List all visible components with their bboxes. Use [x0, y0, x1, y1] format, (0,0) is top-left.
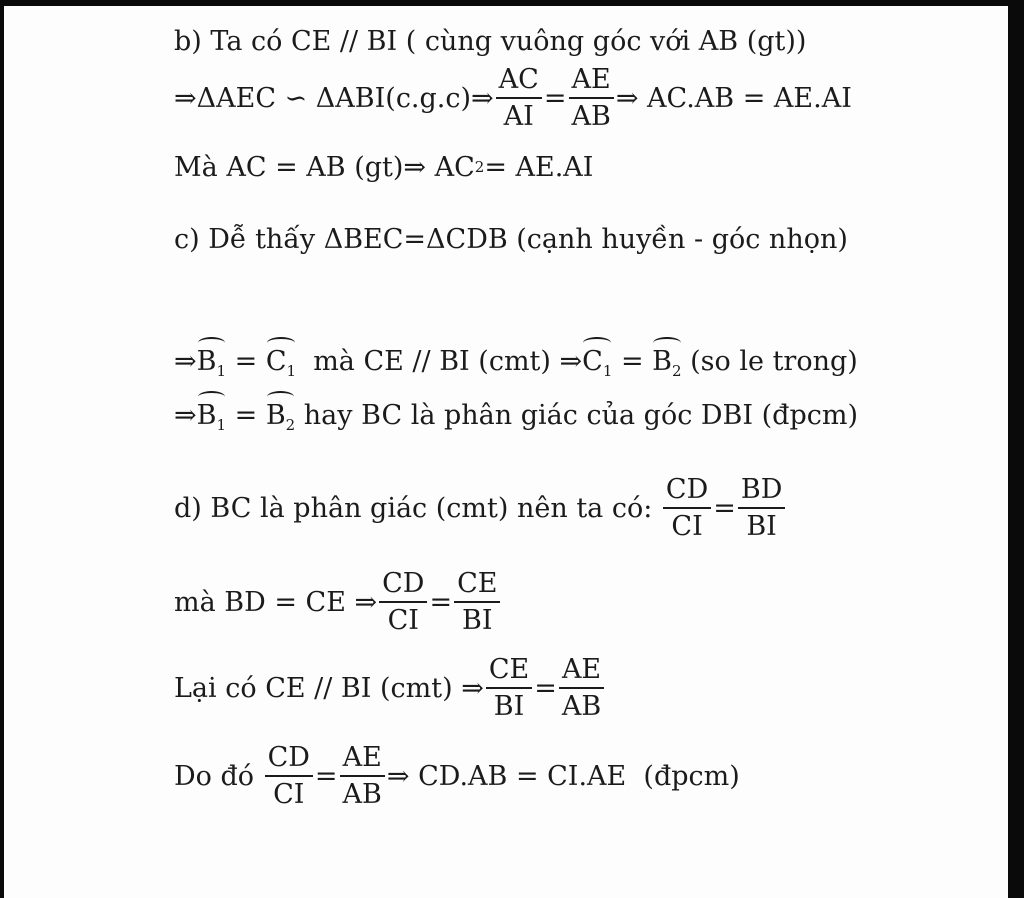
- part-d-line-2: mà BD = CE ⇒ $\frac{CD}{CI}$ = $\frac{CE}{BI}$: [174, 570, 502, 636]
- angle-b1: $B_1$: [196, 346, 227, 380]
- fraction-ae-ab-2: $\frac{AE}{AB}$: [559, 656, 604, 722]
- part-c-line-1: c) Dễ thấy ΔBEC=ΔCDB (cạnh huyền - góc nhọn): [174, 224, 848, 255]
- part-d-line-1: d) BC là phân giác (cmt) nên ta có: $\frac{CD}{CI}$ = $\frac{BD}{BI}$: [174, 476, 787, 542]
- part-b-line-1: b) Ta có CE // BI ( cùng vuông góc với AB (gt)): [174, 26, 807, 57]
- fraction-ac-ai: $\frac{AC}{AI}$: [496, 66, 542, 132]
- fraction-ce-bi-2: $\frac{CE}{BI}$: [486, 656, 532, 722]
- part-b-line-3: Mà AC = AB (gt)⇒ AC 2 = AE.AI: [174, 152, 594, 183]
- angle-b2-b: $B_2$: [265, 400, 296, 434]
- fraction-cd-ci-2: $\frac{CD}{CI}$: [379, 570, 427, 636]
- fraction-ce-bi: $\frac{CE}{BI}$: [454, 570, 500, 636]
- fraction-cd-ci: $\frac{CD}{CI}$: [663, 476, 711, 542]
- angle-c1-b: $C_1$: [582, 346, 613, 380]
- part-c-line-2: ⇒ $B_1$ = $C_1$ mà CE // BI (cmt) ⇒ $C_1$ = $B_2$ (so le trong): [174, 346, 858, 380]
- angle-b2: $B_2$: [652, 346, 682, 380]
- fraction-ae-ab-3: $\frac{AE}{AB}$: [340, 744, 385, 810]
- fraction-bd-bi: $\frac{BD}{BI}$: [738, 476, 786, 542]
- angle-b1-b: $B_1$: [196, 400, 227, 434]
- part-c-line-3: ⇒ $B_1$ = $B_2$ hay BC là phân giác của góc DBI (đpcm): [174, 400, 858, 434]
- part-d-line-4: Do đó $\frac{CD}{CI}$ = $\frac{AE}{AB}$ ⇒ CD.AB = CI.AE (đpcm): [174, 742, 740, 811]
- fraction-ae-ab: $\frac{AE}{AB}$: [568, 66, 613, 132]
- solution-page: [4, 6, 1008, 898]
- part-d-line-3: Lại có CE // BI (cmt) ⇒ $\frac{CE}{BI}$ = $\frac{AE}{AB}$: [174, 656, 606, 722]
- angle-c1: $C_1$: [265, 346, 297, 380]
- fraction-cd-ci-3: $\frac{CD}{CI}$: [265, 744, 313, 810]
- part-b-line-2: ⇒ΔAEC ∽ ΔABI(c.g.c)⇒ $\frac{AC}{AI}$ = $\frac{AE}{AB}$ ⇒ AC.AB = AE.AI: [174, 64, 852, 133]
